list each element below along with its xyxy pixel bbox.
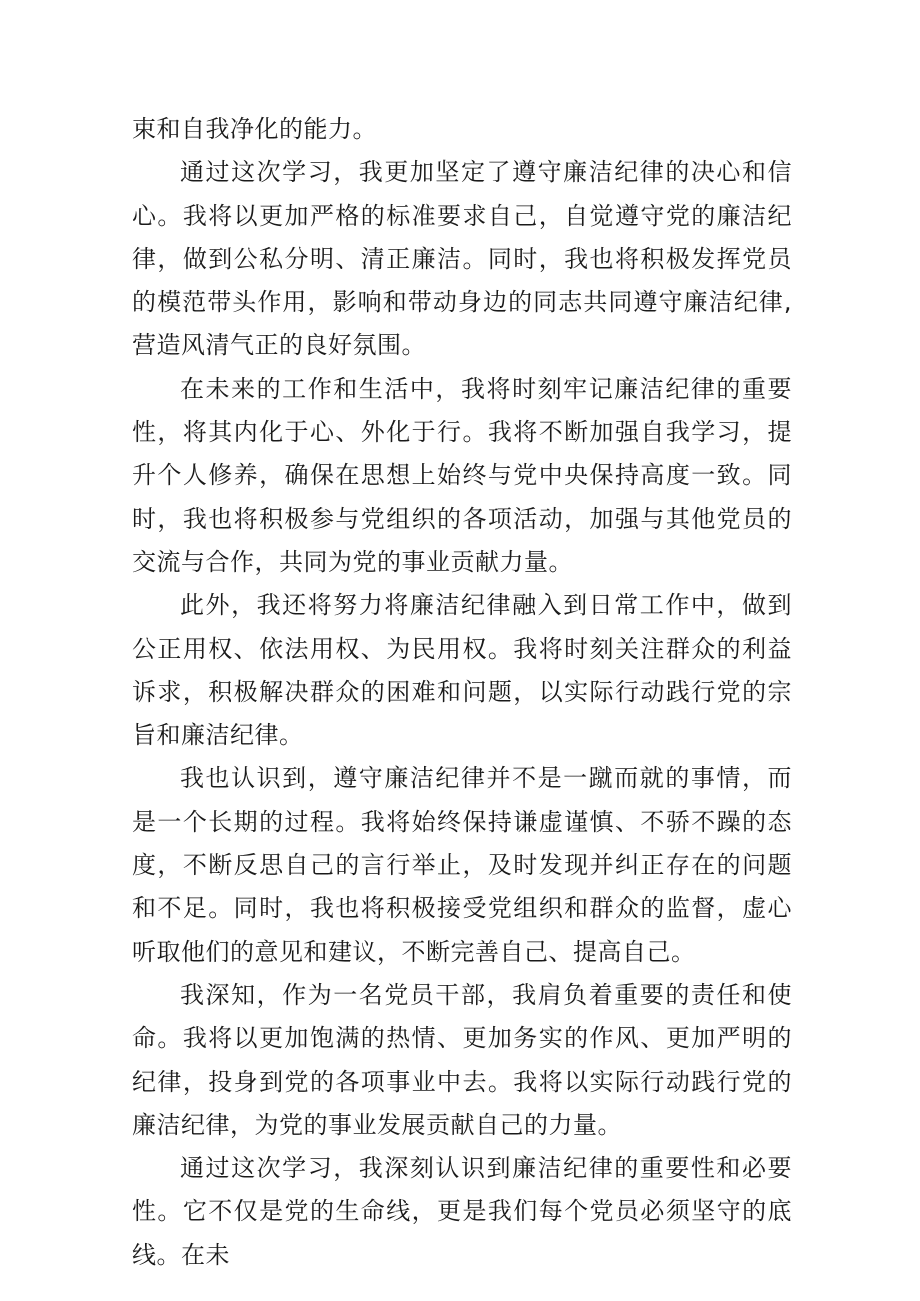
paragraph-future-work: 在未来的工作和生活中，我将时刻牢记廉洁纪律的重要性，将其内化于心、外化于行。我将不断加强自我学习，提升个人修养，确保在思想上始终与党中央保持高度一致。同时，我也将积极参与党组织的各项活动，加强与其他党员的交流与合作，共同为党的事业贡献力量。 — [132, 374, 792, 576]
paragraph-conclusion: 通过这次学习，我深刻认识到廉洁纪律的重要性和必要性。它不仅是党的生命线，更是我们每个党员必须坚守的底线。在未 — [132, 1154, 792, 1269]
paragraph-continuation: 束和自我净化的能力。 — [132, 115, 377, 143]
paragraph-study-resolve: 通过这次学习，我更加坚定了遵守廉洁纪律的决心和信心。我将以更加严格的标准要求自己，自觉遵守党的廉洁纪律，做到公私分明、清正廉洁。同时，我也将积极发挥党员的模范带头作用，影响和带动身边的同志共同遵守廉洁纪律,营造风清气正的良好氛围。 — [132, 158, 792, 360]
paragraph-responsibility: 我深知，作为一名党员干部，我肩负着重要的责任和使命。我将以更加饱满的热情、更加务实的作风、更加严明的纪律，投身到党的各项事业中去。我将以实际行动践行党的廉洁纪律，为党的事业发展贡献自己的力量。 — [132, 980, 792, 1139]
paragraph-daily-work: 此外，我还将努力将廉洁纪律融入到日常工作中，做到公正用权、依法用权、为民用权。我将时刻关注群众的利益诉求，积极解决群众的困难和问题，以实际行动践行党的宗旨和廉洁纪律。 — [132, 591, 792, 750]
document-page — [132, 108, 792, 1277]
paragraph-long-process: 我也认识到，遵守廉洁纪律并不是一蹴而就的事情，而是一个长期的过程。我将始终保持谦虚谨慎、不骄不躁的态度，不断反思自己的言行举止，及时发现并纠正存在的问题和不足。同时，我也将积极接受党组织和群众的监督，虚心听取他们的意见和建议，不断完善自己、提高自己。 — [132, 764, 792, 966]
